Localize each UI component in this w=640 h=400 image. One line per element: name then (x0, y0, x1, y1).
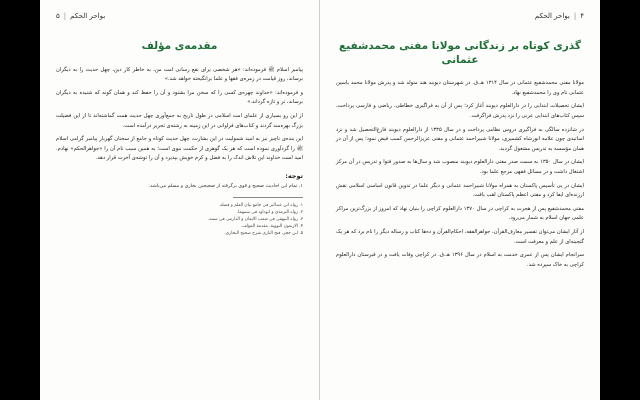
note-item: ۱. تمام این احادیث صحیح و قوی برگرفته از صحیحین بخاری و مسلم می‌باشد. (148, 183, 303, 189)
chapter-title: گذری کوتاه بر زندگانی مولانا مفتی محمدشفیع عثمانی (339, 40, 581, 66)
body-paragraph: ایشان تحصیلات ابتدایی را در دارالعلوم دیوبند آغاز کرد؛ پس از آن به فراگیری خطاطی، ریاضی و فارسی پرداخت، سپس کتاب‌های ابتدایی عربی را نزد پدرش فراگرفت. (336, 103, 584, 120)
running-title: بواحر الحکم (534, 12, 570, 20)
section-title: مقدمه‌ی مؤلف (141, 40, 218, 52)
body-paragraph: در شانزده سالگی به فراگیری دروس نظامی پرداخت و در سال ۱۳۳۵ از دارالعلوم دیوبند فارغ‌التحصیل شد و نزد اساتیدی چون علامه انورشاه کشمیری، مولانا شبیراحمد عثمانی و مفتی عزیزالرحمن کسب فیض نمود؛ پس از آن در همان مؤسسه به تدریس مشغول گردید. (336, 126, 584, 152)
body-paragraph: ایشان در پی تأسیس پاکستان به همراه مولانا شبیراحمد عثمانی و دیگر علما در تدوین قانون اساسی اسلامی نقش ارزنده‌ای ایفا کرد و مفتی اعظم پاکستان لقب یافت. (336, 182, 584, 199)
body-paragraph: و فرموده‌اند: «خداوند چهره‌ی کسی را که سخن مرا بشنود و آن را حفظ کند و همان گونه که شنیده به دیگران برساند، تر و تازه گرداند.» (56, 89, 303, 106)
body-paragraph: سرانجام ایشان پس از عمری خدمت به اسلام در سال ۱۳۹۶ هـ.ق. در کراچی وفات یافت و در قبرستان دارالعلوم کراچی به خاک سپرده شد. (336, 252, 584, 268)
body-paragraph: پیامبر اسلام ﷺ فرموده‌اند: «هر شخصی برای نفع رسانی امت من، به خاطر کار دین، چهل حدیث را به دیگران برساند، روز قیامت در زمره‌ی فقها و علما برانگیخته خواهد شد.» (56, 66, 303, 83)
body-paragraph: مفتی محمدشفیع پس از هجرت به کراچی در سال ۱۳۷۰ دارالعلوم کراچی را بنیان نهاد که امروز از بزرگ‌ترین مراکز علمی جهان اسلام به شمار می‌رود. (336, 205, 584, 222)
page-left (40, 0, 320, 400)
running-title: بواحر الحکم (70, 12, 106, 20)
page-header (56, 10, 303, 22)
page-number: ۵ (56, 12, 60, 20)
page-number: ۴ (580, 12, 584, 20)
body-paragraph: از آثار ایشان می‌توان تفسیر معارف‌القرآن، جواهرالفقه، احکام‌القرآن و ده‌ها کتاب و رساله دیگر را نام برد که هر یک گنجینه‌ای از علم و معرفت است. (336, 229, 584, 245)
body-paragraph: از این رو بسیاری از علمای امت اسلامی در طول تاریخ به جمع‌آوری چهل حدیث همت گماشته‌اند تا از این فضیلت بزرگ بهره‌مند گردند و کتاب‌های فراوانی در این زمینه به رشته‌ی تحریر درآمده است. (56, 113, 303, 129)
page-right (320, 0, 600, 400)
footnote: ۱. رواه ابن عبدالبر فی جامع بیان العلم و فضله. (218, 202, 303, 208)
header-separator: | (573, 12, 577, 20)
header-separator: | (63, 12, 67, 20)
footnote-divider (233, 197, 303, 198)
footnote: ۴. الاربعون النوویة، مقدمة المؤلف. (240, 223, 303, 229)
notes-heading: توجه: (285, 171, 303, 180)
book-spread (40, 0, 600, 400)
footnote: ۲. رواه الترمذی و ابوداود فی سننهما. (236, 209, 303, 215)
footnote: ۵. ابن حجر، فتح الباری شرح صحیح البخاری. (224, 230, 303, 236)
body-paragraph: این بنده‌ی ناچیز نیز به امید شمولیت در این بشارت، چهل حدیث کوتاه و جامع از سخنان گهربار پیامبر گرامی اسلام ﷺ را گردآوری نموده است که هر یک گوهری از حکمت نبوی است؛ به همین سبب نام آن را «جواهرالحکم» نهادم. امید است خداوند این تلاش اندک را به فضل و کرم خویش بپذیرد و آن را توشه‌ی آخرت قرار دهد. (56, 136, 303, 162)
body-paragraph: مولانا مفتی محمدشفیع عثمانی در سال ۱۳۱۴ هـ.ق. در شهرستان دیوبند هند متولد شد و پدرش مولانا محمد یاسین عثمانی نام وی را محمدشفیع نهاد. (336, 80, 585, 96)
footnote: ۳. رواه البیهقی فی شعب الایمان و الدارمی فی سننه. (207, 216, 303, 222)
body-paragraph: ایشان در سال ۱۳۵۰ به سمت صدر مفتی دارالعلوم دیوبند منصوب شد و سال‌ها به صدور فتوا و تدریس در آن مرکز اشتغال داشت و در مسائل فقهی مرجع علما بود. (336, 159, 584, 176)
page-header (336, 10, 584, 22)
